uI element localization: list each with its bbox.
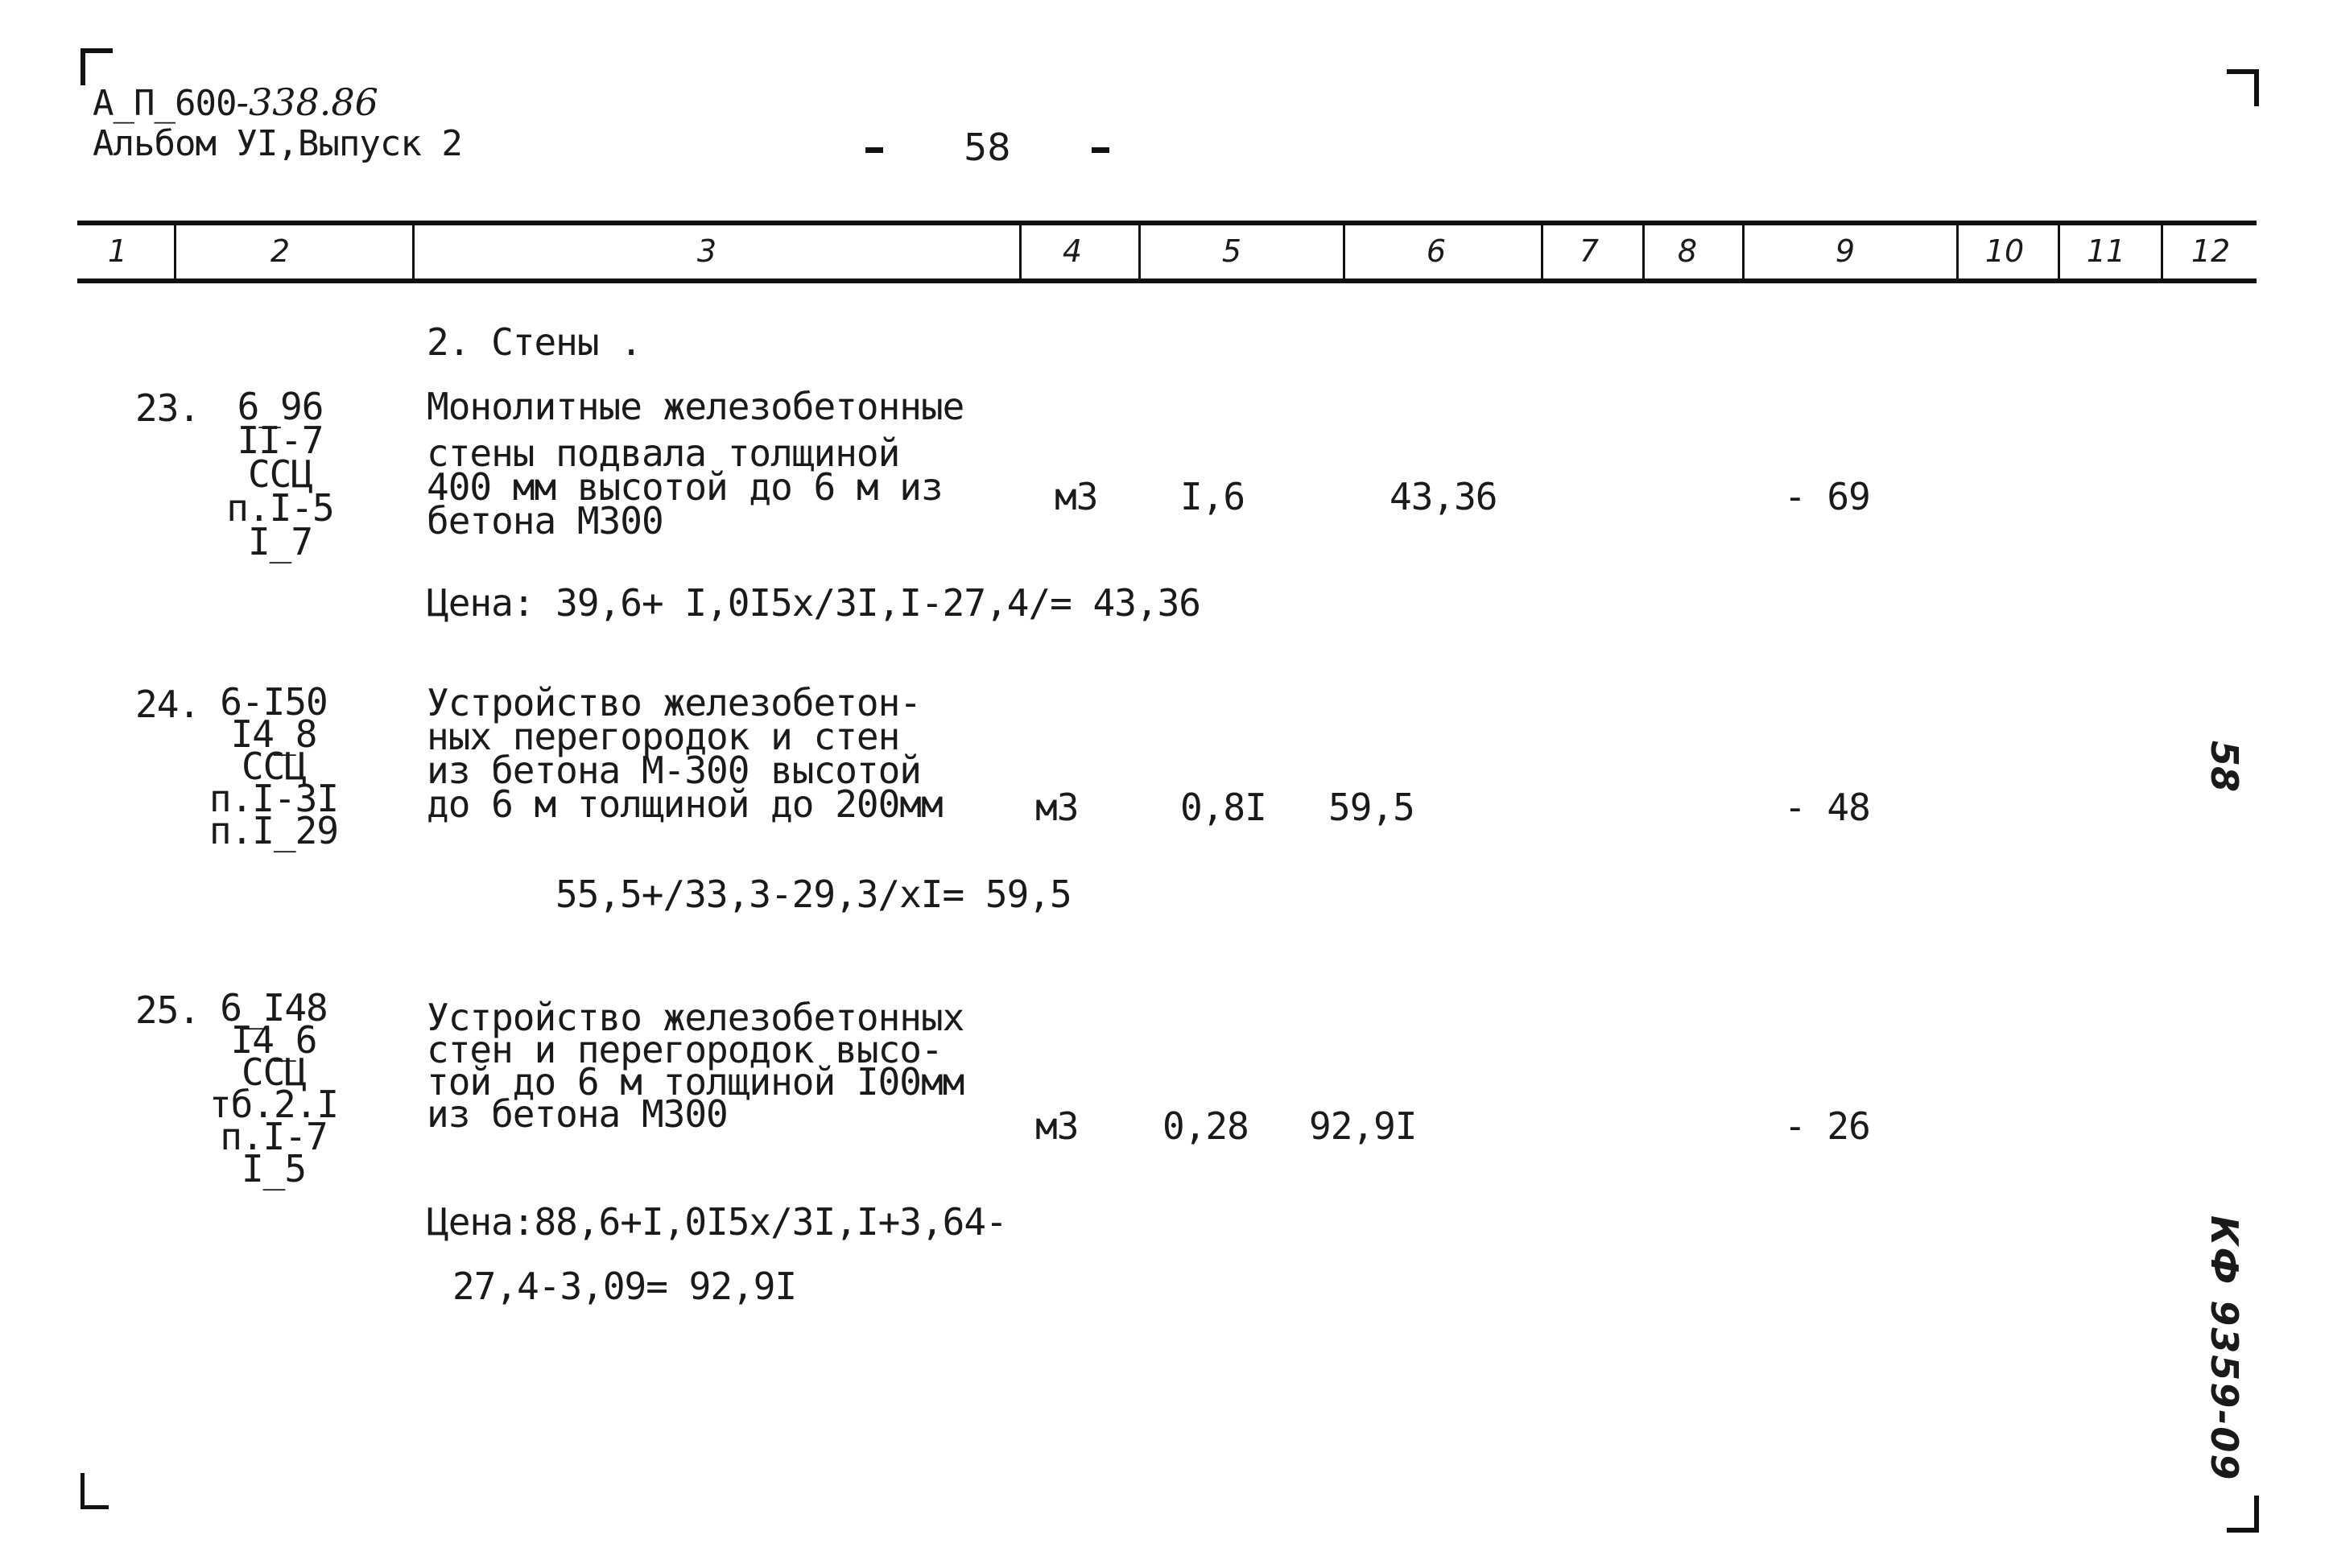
item-column-9: - 26 [1784,1104,1870,1148]
item-column-9: - 48 [1784,786,1870,829]
item-price-formula [427,1190,1007,1318]
reference-line: I_7 [247,520,313,563]
column-header-7: 7 [1579,233,1600,269]
item-references [193,680,354,852]
column-divider [1019,222,1022,282]
table-header-top-rule [77,221,2257,225]
album-label: Альбом УI,Выпуск 2 [93,123,462,164]
item-number: 24. [135,683,200,726]
formula-line: 27,4-3,09= 92,9I [452,1265,797,1308]
reference-line: 6-I50 [220,680,328,724]
item-references [216,385,345,563]
item-number: 25. [135,988,200,1032]
column-header-6: 6 [1426,233,1447,269]
reference-line: 6_96 [237,385,324,428]
item-references [201,986,346,1190]
column-divider [174,222,176,282]
column-divider [1642,222,1645,282]
column-divider [2058,222,2060,282]
column-header-4: 4 [1062,233,1083,269]
reference-line: тб.2.I [209,1083,339,1126]
corner-mark-bottom-right [2227,1496,2259,1533]
description-line: стены подвала толщиной [427,431,900,475]
item-description [427,996,964,1136]
reference-line: ССЦ [241,745,307,788]
description-line: той до 6 м толщиной I00мм [427,1060,964,1104]
document-code-handwritten: -338.86 [236,80,378,124]
description-line: Устройство железобетон- [427,681,921,724]
formula-line: Цена:88,6+I,0I5х/3I,I+3,64- [427,1200,1007,1244]
description-line: бетона М300 [427,499,663,543]
reference-line: ССЦ [247,452,313,496]
reference-line: II-7 [237,419,324,462]
page-number: 58 [964,126,1011,169]
reference-line: I4_6 [230,1018,317,1062]
description-line: Монолитные железобетонные [427,385,964,428]
corner-mark-bottom-left [81,1473,109,1509]
item-price-formula: 55,5+/33,3-29,3/хI= 59,5 [555,873,1072,916]
description-line: стен и перегородок высо- [427,1028,943,1071]
item-price-formula: Цена: 39,6+ I,0I5х/3I,I-27,4/= 43,36 [427,581,1200,625]
reference-line: п.I-5 [226,486,334,530]
item-unit: м3 [1055,475,1098,518]
item-price: 92,9I [1309,1104,1417,1148]
reference-line: п.I_29 [209,809,339,852]
item-number: 23. [135,386,200,430]
item-description [427,385,964,543]
reference-line: п.I-3I [209,777,339,820]
column-divider [1956,222,1959,282]
reference-line: I4_8 [230,712,317,756]
description-line: до 6 м толщиной до 200мм [427,782,943,826]
reference-line: 6_I48 [220,986,328,1030]
description-line: Устройство железобетонных [427,996,964,1039]
item-description [427,681,943,826]
description-line: из бетона М-300 высотой [427,749,921,792]
reference-line: I_5 [241,1147,307,1190]
description-line: из бетона М300 [427,1092,728,1136]
document-header [93,80,378,124]
dash-right [1092,147,1109,153]
reference-line: ССЦ [241,1050,307,1094]
document-code: А_П_600 [93,83,237,124]
description-line: ных перегородок и стен [427,715,900,758]
margin-stamp: КФ 9359-09 [2203,1215,2246,1482]
reference-line: п.I-7 [220,1115,328,1158]
item-quantity: 0,8I [1180,786,1266,829]
column-header-8: 8 [1677,233,1698,269]
item-unit: м3 [1035,1104,1079,1148]
item-price: 59,5 [1328,786,1414,829]
item-quantity: I,6 [1180,475,1245,518]
column-divider [412,222,415,282]
item-price: 43,36 [1390,475,1497,518]
dash-left [865,147,883,153]
page-number-header [865,126,1109,169]
table-header-bottom-rule [77,279,2257,283]
column-header-2: 2 [270,233,291,269]
column-header-3: 3 [696,233,717,269]
column-header-1: 1 [107,233,128,269]
column-divider [1138,222,1141,282]
item-column-9: - 69 [1784,475,1870,518]
column-header-5: 5 [1221,233,1242,269]
section-title: 2. Стены . [427,320,642,364]
margin-page-number: 58 [2203,741,2246,793]
description-line: 400 мм высотой до 6 м из [427,465,943,509]
column-divider [1541,222,1543,282]
column-header-11: 11 [2086,233,2126,269]
column-header-12: 12 [2191,233,2231,269]
column-divider [2161,222,2163,282]
column-header-9: 9 [1835,233,1856,269]
item-quantity: 0,28 [1162,1104,1249,1148]
column-divider [1742,222,1745,282]
corner-mark-top-right [2227,69,2259,106]
column-divider [1343,222,1345,282]
item-unit: м3 [1035,786,1079,829]
column-header-10: 10 [1984,233,2025,269]
